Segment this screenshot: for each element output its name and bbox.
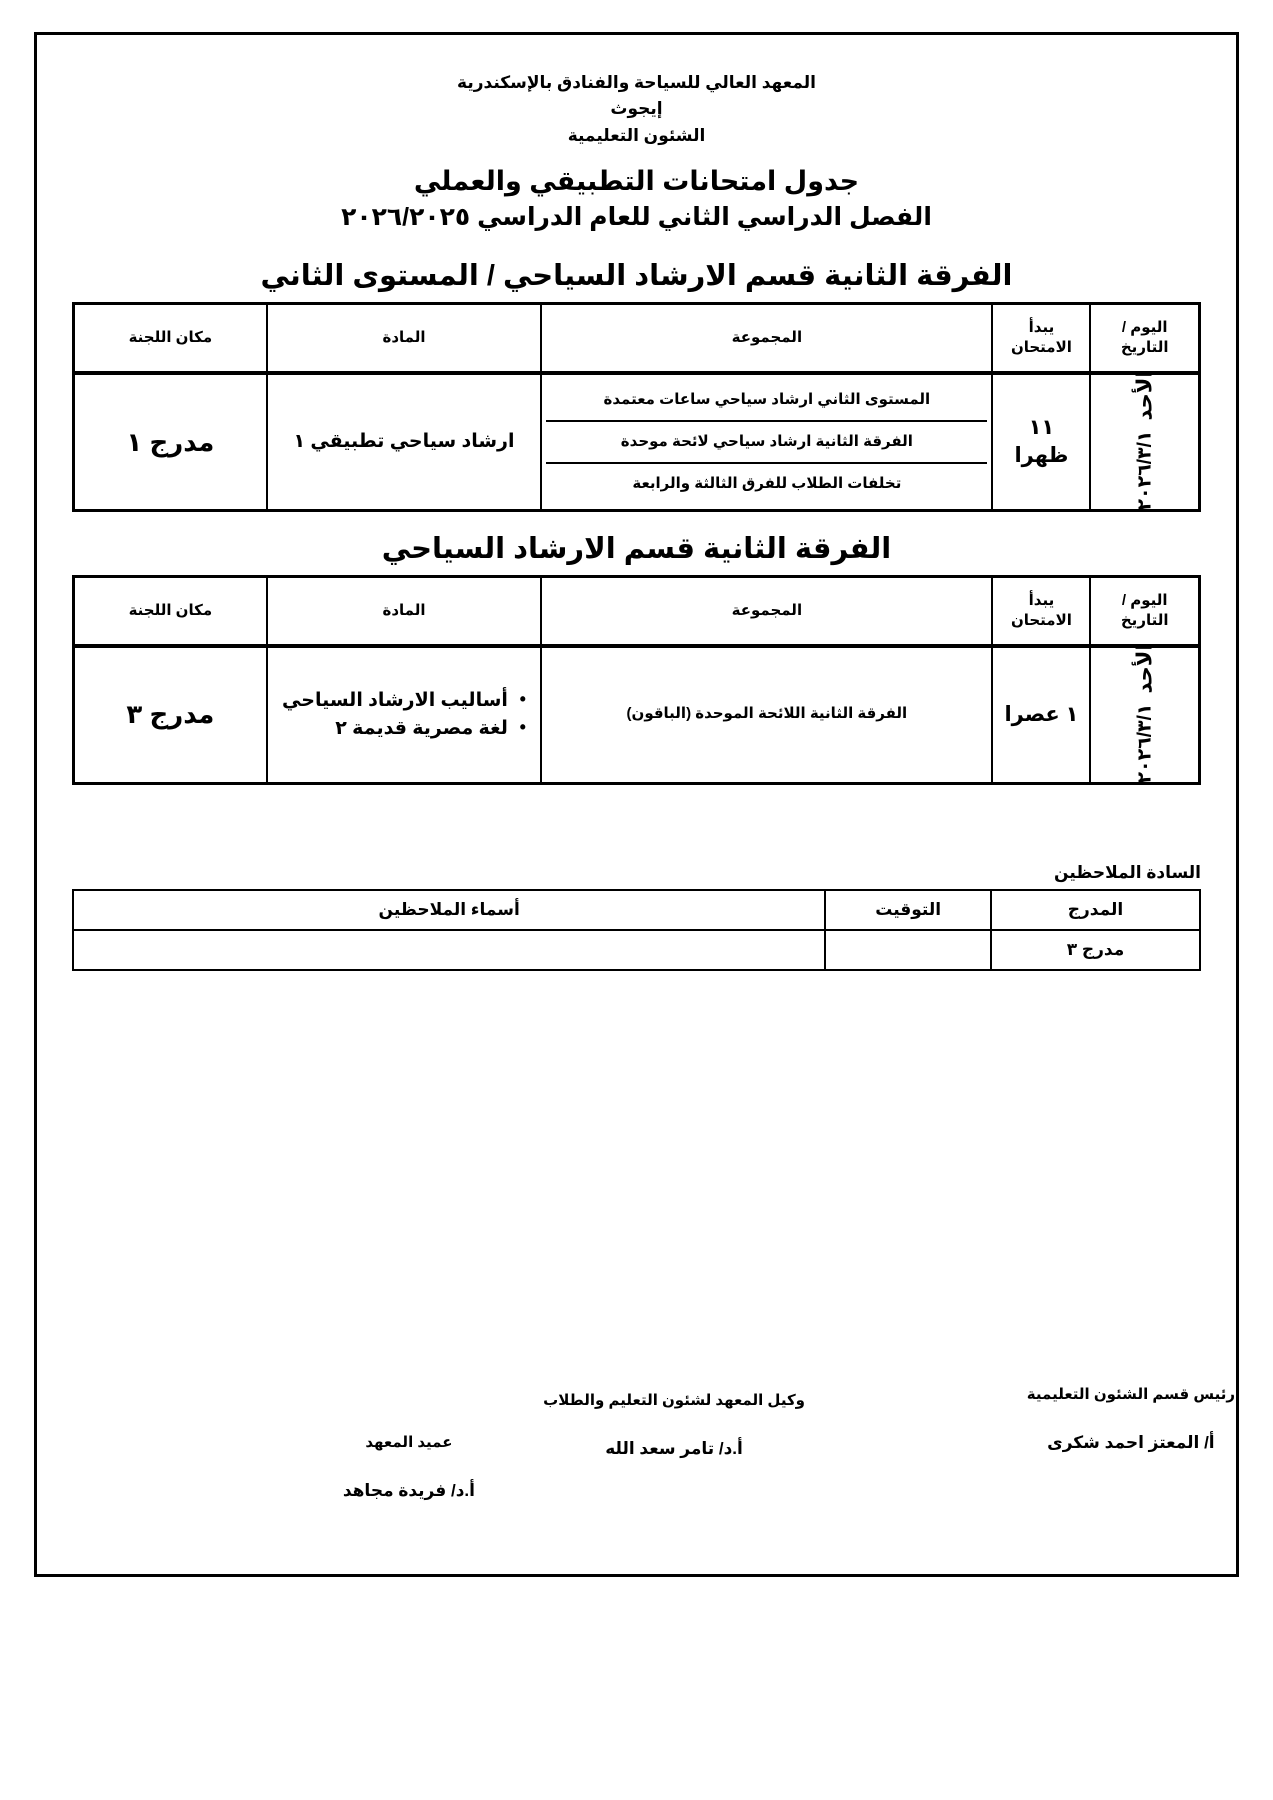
signature-name: أ.د/ فريدة مجاهد xyxy=(342,1481,475,1500)
signature-dean xyxy=(343,1433,475,1501)
table-row xyxy=(74,646,1200,784)
group-subrows xyxy=(546,380,987,504)
institute-name: المعهد العالي للسياحة والفنادق بالإسكندرية xyxy=(457,73,816,92)
place-cell: مدرج ١ xyxy=(74,373,267,511)
document-content xyxy=(34,30,1239,971)
organization-header xyxy=(72,70,1201,149)
group-subrows xyxy=(546,695,987,735)
title-line-2: الفصل الدراسي الثاني للعام الدراسي ٢٠٢٦/٢٠٢٥ xyxy=(341,203,932,232)
subject-name: • لغة مصرية قديمة ٢ xyxy=(282,715,526,743)
observers-label: السادة الملاحظين xyxy=(1054,862,1201,882)
signature-name: أ/ المعتز احمد شكرى xyxy=(1047,1433,1215,1452)
page-title xyxy=(72,163,1201,235)
col-header-start-time xyxy=(992,304,1090,374)
signature-name: أ.د/ تامر سعد الله xyxy=(605,1439,743,1458)
section-heading-1: الفرقة الثانية قسم الارشاد السياحي / المستوى الثاني xyxy=(260,260,1013,293)
subject-cell xyxy=(267,373,542,511)
subject-list xyxy=(282,687,526,742)
start-time-cell xyxy=(992,373,1090,511)
signature-block xyxy=(38,1385,1235,1575)
col-header-date: التاريخ xyxy=(1120,611,1169,629)
place-cell: مدرج ٣ xyxy=(74,646,267,784)
start-time-period: ظهرا xyxy=(1014,444,1069,468)
col-header-group: المجموعة xyxy=(541,304,992,374)
observers-table xyxy=(72,889,1201,971)
section-heading-2: الفرقة الثانية قسم الارشاد السياحي xyxy=(381,533,892,566)
signature-vice-dean xyxy=(543,1391,805,1459)
table-row xyxy=(73,930,1200,970)
list-item xyxy=(546,421,987,463)
group-cell xyxy=(541,646,992,784)
group-name: الفرقة الثانية ارشاد سياحي لائحة موحدة xyxy=(546,421,987,463)
day-date-cell xyxy=(1090,370,1199,511)
col-header-day: اليوم / xyxy=(1121,591,1168,609)
observer-time[interactable] xyxy=(825,930,991,970)
subject-cell xyxy=(267,646,542,784)
col-header-start-time xyxy=(992,576,1090,646)
subject-name: • أساليب الارشاد السياحي xyxy=(282,687,526,715)
col-header-start-l1: يبدأ xyxy=(1028,591,1055,609)
signature-head-academic-affairs xyxy=(1027,1385,1235,1453)
col-header-day: اليوم / xyxy=(1121,318,1168,336)
day-date-cell xyxy=(1090,643,1199,784)
signature-role: رئيس قسم الشئون التعليمية xyxy=(1026,1386,1235,1403)
table-row xyxy=(74,373,1200,511)
exam-date: ٢٠٢٦/٣/١ xyxy=(1134,430,1156,511)
col-header-start-l2: الامتحان xyxy=(1010,611,1072,629)
exam-date: ٢٠٢٦/٣/١ xyxy=(1134,703,1156,784)
brand-name: إيجوث xyxy=(610,99,663,119)
day-date-rotated xyxy=(1132,643,1157,784)
day-name: الأحد xyxy=(1133,370,1157,421)
table-header-row xyxy=(74,304,1200,374)
list-item xyxy=(546,380,987,421)
group-name: المستوى الثاني ارشاد سياحي ساعات معتمدة xyxy=(546,380,987,421)
title-line-1: جدول امتحانات التطبيقي والعملي xyxy=(413,166,860,197)
exam-table-1 xyxy=(72,302,1201,512)
list-item xyxy=(546,463,987,504)
subject-name: ارشاد سياحي تطبيقي ١ xyxy=(293,431,515,453)
col-header-place: مكان اللجنة xyxy=(74,576,267,646)
group-name: الفرقة الثانية اللائحة الموحدة (الباقون) xyxy=(626,705,908,723)
observer-names[interactable] xyxy=(73,930,825,970)
start-time-cell xyxy=(992,646,1090,784)
department-name: الشئون التعليمية xyxy=(567,125,706,145)
list-item xyxy=(546,695,987,735)
col-header-group: المجموعة xyxy=(541,576,992,646)
col-header-date: التاريخ xyxy=(1120,339,1169,357)
group-cell xyxy=(541,373,992,511)
col-header-start-l1: يبدأ xyxy=(1028,318,1055,336)
signature-role: عميد المعهد xyxy=(365,1434,453,1451)
signature-role: وكيل المعهد لشئون التعليم والطلاب xyxy=(543,1392,805,1409)
day-date-rotated xyxy=(1132,370,1157,511)
observer-hall: مدرج ٣ xyxy=(991,930,1200,970)
exam-table-2 xyxy=(72,575,1201,785)
col-header-observer-names: أسماء الملاحظين xyxy=(73,890,825,930)
col-header-time: التوقيت xyxy=(825,890,991,930)
start-time-hour: ١١ xyxy=(1028,415,1055,439)
day-name: الأحد xyxy=(1133,643,1157,694)
table-header-row xyxy=(74,576,1200,646)
col-header-place: مكان اللجنة xyxy=(74,304,267,374)
group-name: تخلفات الطلاب للفرق الثالثة والرابعة xyxy=(632,474,902,492)
col-header-hall: المدرج xyxy=(991,890,1200,930)
col-header-day-date xyxy=(1090,576,1199,646)
col-header-subject: المادة xyxy=(267,304,542,374)
col-header-day-date xyxy=(1090,304,1199,374)
table-header-row xyxy=(73,890,1200,930)
col-header-subject: المادة xyxy=(267,576,542,646)
start-time-hour: ١ عصرا xyxy=(1004,702,1079,726)
col-header-start-l2: الامتحان xyxy=(1010,339,1072,357)
